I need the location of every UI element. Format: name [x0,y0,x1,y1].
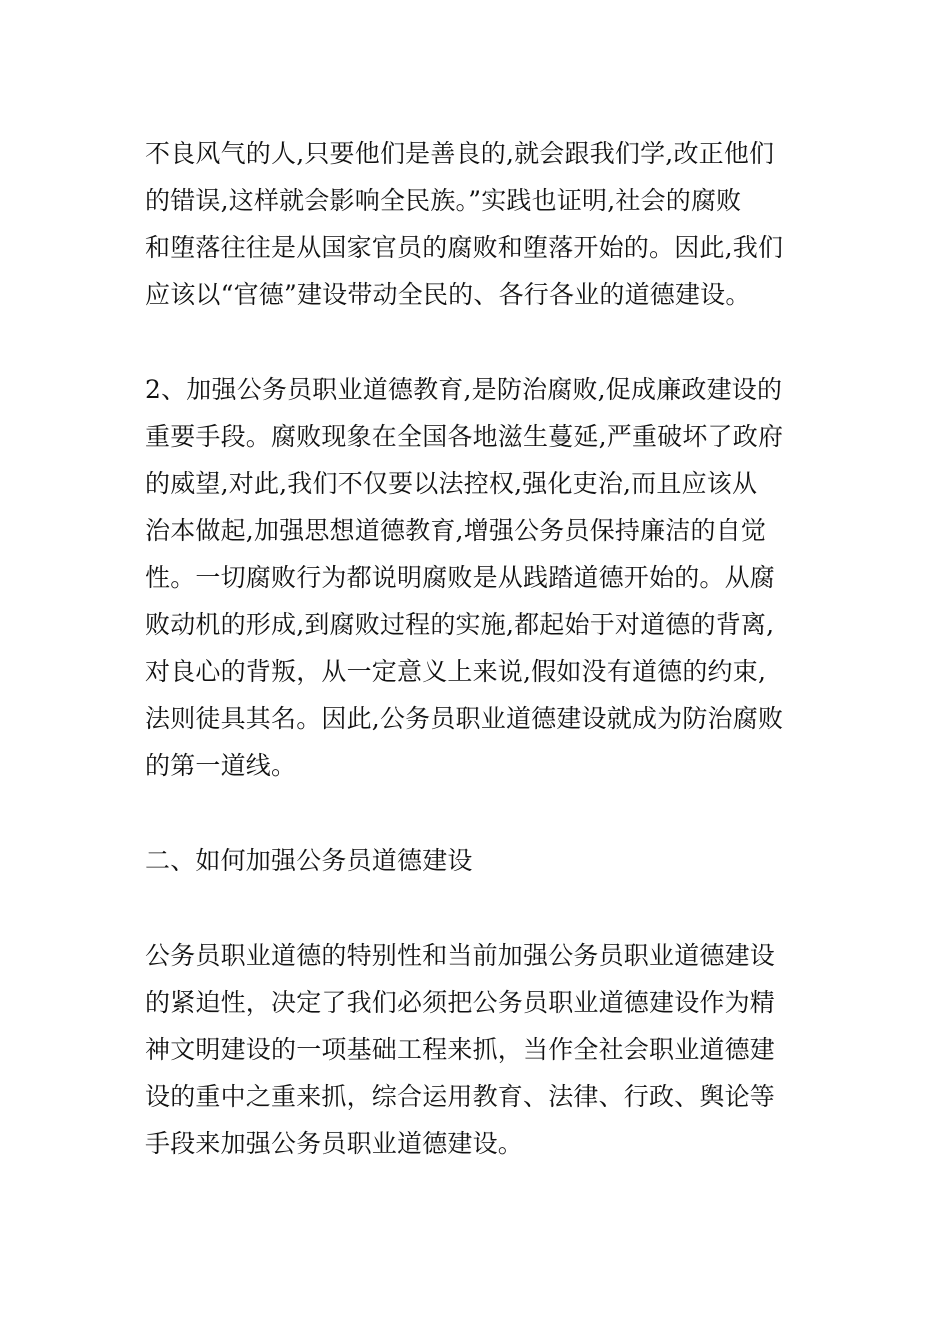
paragraph-gap [145,789,810,837]
section-heading-text: 二、如何加强公务员道德建设 [145,846,473,875]
text-line: 的第一道线。 [145,751,297,780]
text-line: 神文明建设的一项基础工程来抓，当作全社会职业道德建 [145,1035,776,1064]
text-line: 公务员职业道德的特别性和当前加强公务员职业道德建设 [145,941,776,970]
paragraph-strengthen-construction [145,932,810,1167]
text-line: 和堕落往往是从国家官员的腐败和堕落开始的。因此,我们 [145,233,784,262]
text-line: 的威望,对此,我们不仅要以法控权,强化吏治,而且应该从 [145,469,758,498]
text-line: 重要手段。腐败现象在全国各地滋生蔓延,严重破坏了政府 [145,422,784,451]
text-line: 手段来加强公务员职业道德建设。 [145,1129,524,1158]
text-line: 应该以“官德”建设带动全民的、各行各业的道德建设。 [145,280,751,309]
paragraph-anti-corruption [145,366,810,789]
document-body [145,130,810,1167]
text-line: 对良心的背叛，从一定意义上来说,假如没有道德的约束, [145,657,767,686]
paragraph-gap [145,884,810,932]
text-line: 不良风气的人,只要他们是善良的,就会跟我们学,改正他们 [145,139,775,168]
text-line: 的错误,这样就会影响全民族。”实践也证明,社会的腐败 [145,186,742,215]
text-line: 设的重中之重来抓，综合运用教育、法律、行政、舆论等 [145,1082,776,1111]
section-heading [145,837,810,884]
text-line: 法则徒具其名。因此,公务员职业道德建设就成为防治腐败 [145,704,784,733]
text-line: 的紧迫性，决定了我们必须把公务员职业道德建设作为精 [145,988,776,1017]
text-line: 性。一切腐败行为都说明腐败是从践踏道德开始的。从腐 [145,563,776,592]
paragraph-gap [145,318,810,366]
paragraph-official-morality [145,130,810,318]
text-line: 治本做起,加强思想道德教育,增强公务员保持廉洁的自觉 [145,516,767,545]
text-line: 2、加强公务员职业道德教育,是防治腐败,促成廉政建设的 [145,375,783,404]
text-line: 败动机的形成,到腐败过程的实施,都起始于对道德的背离, [145,610,775,639]
